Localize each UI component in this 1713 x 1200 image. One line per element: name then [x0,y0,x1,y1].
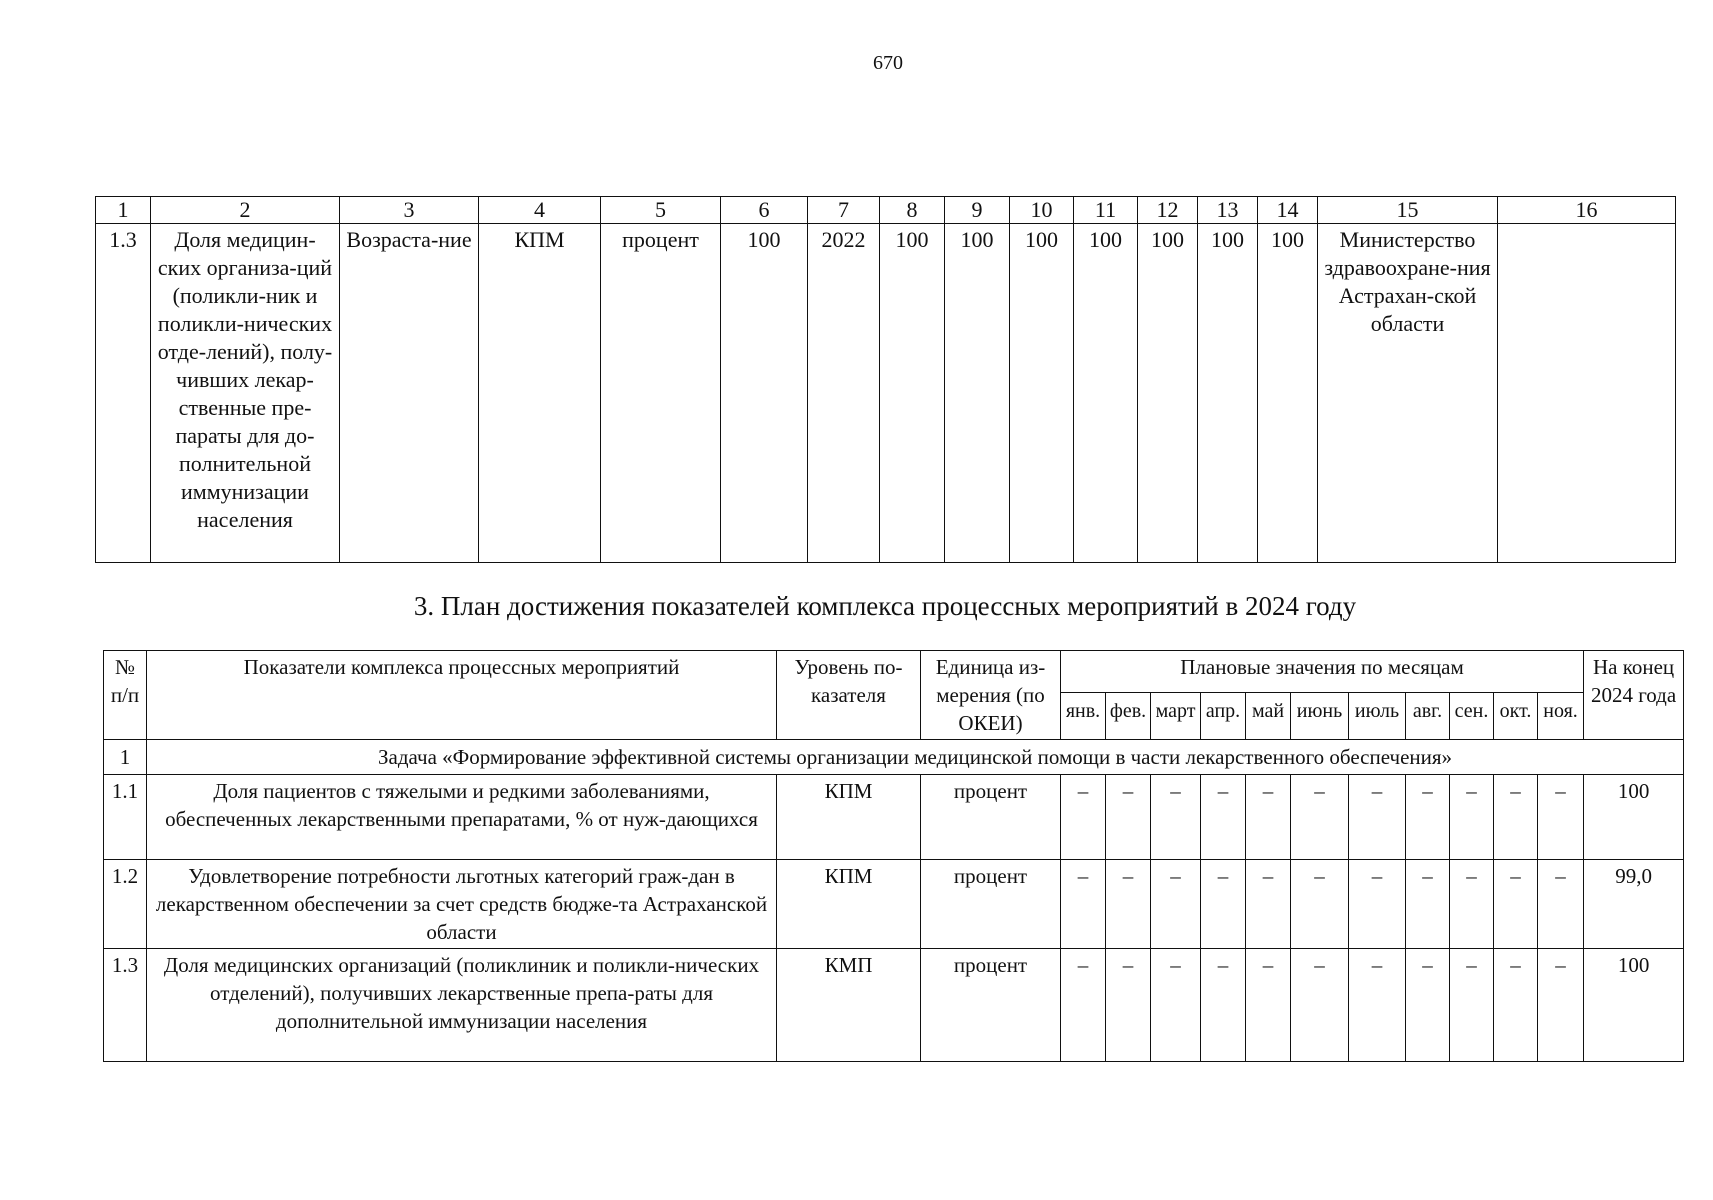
table-row [104,949,1684,1062]
month-value: – [1349,860,1406,949]
value-cell: 2022 [808,224,880,563]
header-level: Уровень по-казателя [777,651,921,740]
unit: процент [921,775,1061,860]
value-cell: 100 [1074,224,1138,563]
row-number: 1.3 [104,949,147,1062]
unit: процент [921,860,1061,949]
column-number: 15 [1318,197,1498,224]
column-number: 2 [151,197,340,224]
unit: процент [601,224,721,563]
month-value: – [1246,860,1291,949]
month-value: – [1106,775,1151,860]
month-value: – [1151,860,1201,949]
month-value: – [1201,949,1246,1062]
header-planned: Плановые значения по месяцам [1061,651,1584,693]
row-number: 1.2 [104,860,147,949]
month-value: – [1106,949,1151,1062]
month-value: – [1151,949,1201,1062]
table-row [96,224,1676,563]
month-value: – [1450,949,1494,1062]
row-number: 1.3 [96,224,151,563]
month-header: апр. [1201,692,1246,739]
month-header: фев. [1106,692,1151,739]
task-row [104,740,1684,775]
column-number: 1 [96,197,151,224]
column-number: 8 [880,197,945,224]
column-number: 11 [1074,197,1138,224]
column-number: 4 [479,197,601,224]
header-num: № п/п [104,651,147,740]
end-value: 100 [1584,949,1684,1062]
indicator-level: КПМ [777,860,921,949]
month-header: июнь [1291,692,1349,739]
value-cell: 100 [1010,224,1074,563]
month-header: май [1246,692,1291,739]
trend: Возраста-ние [340,224,479,563]
end-value: 99,0 [1584,860,1684,949]
column-number: 16 [1498,197,1676,224]
table-row [104,860,1684,949]
month-value: – [1349,949,1406,1062]
header-unit: Единица из-мерения (по ОКЕИ) [921,651,1061,740]
indicator-level: КМП [777,949,921,1062]
monthly-plan-table [103,650,1684,1062]
month-value: – [1450,860,1494,949]
month-value: – [1061,775,1106,860]
month-value: – [1494,775,1538,860]
month-value: – [1538,860,1584,949]
value-cell: 100 [1258,224,1318,563]
task-text: Задача «Формирование эффективной системы организации медицинской помощи в части лекарственного обеспечения» [147,740,1684,775]
month-value: – [1246,775,1291,860]
month-header: март [1151,692,1201,739]
unit: процент [921,949,1061,1062]
month-value: – [1201,775,1246,860]
section-title: 3. План достижения показателей комплекса процессных мероприятий в 2024 году [413,591,1357,621]
page-number: 670 [873,52,903,74]
value-cell [1498,224,1676,563]
month-header: авг. [1406,692,1450,739]
month-value: – [1061,860,1106,949]
month-value: – [1538,775,1584,860]
month-value: – [1406,949,1450,1062]
column-number: 7 [808,197,880,224]
end-value: 100 [1584,775,1684,860]
month-header: окт. [1494,692,1538,739]
column-number-row [96,197,1676,224]
value-cell: 100 [1198,224,1258,563]
column-number: 14 [1258,197,1318,224]
indicator-level: КПМ [479,224,601,563]
month-header: ноя. [1538,692,1584,739]
month-value: – [1450,775,1494,860]
task-number: 1 [104,740,147,775]
month-value: – [1106,860,1151,949]
indicator-level: КПМ [777,775,921,860]
month-value: – [1151,775,1201,860]
month-value: – [1349,775,1406,860]
month-value: – [1201,860,1246,949]
indicator-name: Доля медицинских организаций (поликлиник и поликли-нических отделений), получивших лекарственные препа-раты для дополнительной иммунизации населения [147,949,777,1062]
column-number: 9 [945,197,1010,224]
month-value: – [1494,949,1538,1062]
header-indicator: Показатели комплекса процессных мероприятий [147,651,777,740]
month-value: – [1538,949,1584,1062]
value-cell: 100 [1138,224,1198,563]
table-header-row [104,651,1684,693]
indicator-name: Удовлетворение потребности льготных категорий граж-дан в лекарственном обеспечении за счет средств бюдже-та Астраханской области [147,860,777,949]
column-number: 13 [1198,197,1258,224]
month-value: – [1291,775,1349,860]
month-header: сен. [1450,692,1494,739]
column-number: 3 [340,197,479,224]
table-row [104,775,1684,860]
value-cell: 100 [880,224,945,563]
column-number: 6 [721,197,808,224]
value-cell: 100 [945,224,1010,563]
indicator-name: Доля медицин-ских организа-ций (поликли-ник и поликли-нических отде-лений), полу-чивших лекар-ственные пре-параты для до-полнительной иммунизации населения [151,224,340,563]
month-value: – [1246,949,1291,1062]
column-number: 10 [1010,197,1074,224]
column-number: 5 [601,197,721,224]
month-value: – [1406,860,1450,949]
month-header: янв. [1061,692,1106,739]
value-cell: 100 [721,224,808,563]
month-header: июль [1349,692,1406,739]
row-number: 1.1 [104,775,147,860]
month-value: – [1061,949,1106,1062]
indicator-name: Доля пациентов с тяжелыми и редкими заболеваниями, обеспеченных лекарственными препаратами, % от нуж-дающихся [147,775,777,860]
header-end: На конец 2024 года [1584,651,1684,740]
column-number: 12 [1138,197,1198,224]
month-value: – [1494,860,1538,949]
month-value: – [1291,949,1349,1062]
responsible: Министерство здравоохране-ния Астрахан-ской области [1318,224,1498,563]
indicator-table-continuation [95,196,1676,563]
month-value: – [1406,775,1450,860]
month-value: – [1291,860,1349,949]
